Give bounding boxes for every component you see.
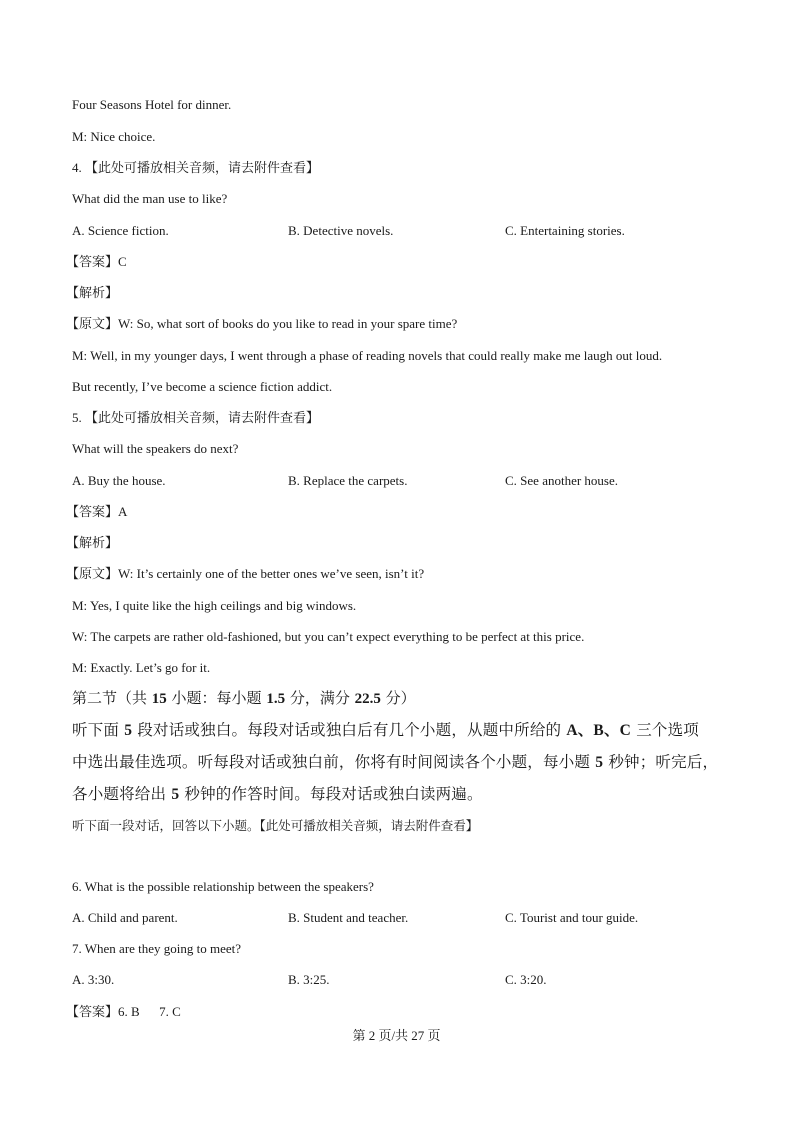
- q7-option-c: C. 3:20.: [505, 972, 547, 987]
- q7-option-b: B. 3:25.: [288, 972, 330, 987]
- question-4-text: What did the man use to like?: [72, 191, 228, 206]
- section-instructions-line: 听下面 5 段对话或独白。每段对话或独白后有几个小题，从题中所给的 A、B、C 三个选项: [72, 721, 700, 739]
- q5-transcript-line: 【原文】W: It’s certainly one of the better ones we’ve seen, isn’t it?: [66, 566, 425, 581]
- q5-transcript-line: M: Yes, I quite like the high ceilings and big windows.: [72, 598, 357, 613]
- dialogue-line: M: Nice choice.: [72, 129, 156, 144]
- q4-option-b: B. Detective novels.: [288, 223, 394, 238]
- audio-note: 听下面一段对话，回答以下小题。【此处可播放相关音频，请去附件查看】: [72, 818, 479, 833]
- q6-option-a: A. Child and parent.: [72, 910, 178, 925]
- section-instructions-line: 中选出最佳选项。听每段对话或独白前，你将有时间阅读各个小题，每小题 5 秒钟；听完后，: [72, 753, 719, 771]
- q4-option-a: A. Science fiction.: [72, 223, 169, 238]
- question-4-heading: 4. 【此处可播放相关音频，请去附件查看】: [72, 160, 320, 175]
- section-instructions-line: 各小题将给出 5 秒钟的作答时间。每段对话或独白读两遍。: [72, 785, 483, 803]
- section-title: 第二节（共 15 小题：每小题 1.5 分，满分 22.5 分）: [72, 689, 416, 707]
- q5-answer: 【答案】A: [66, 504, 128, 519]
- q4-option-c: C. Entertaining stories.: [505, 223, 625, 238]
- q4-analysis-label: 【解析】: [66, 285, 119, 300]
- answers-6-7: 【答案】6. B 7. C: [66, 1004, 181, 1019]
- q5-option-a: A. Buy the house.: [72, 473, 166, 488]
- q4-transcript-line: But recently, I’ve become a science fiction addict.: [72, 379, 333, 394]
- question-5-heading: 5. 【此处可播放相关音频，请去附件查看】: [72, 410, 320, 425]
- q5-analysis-label: 【解析】: [66, 535, 119, 550]
- q4-transcript-line: M: Well, in my younger days, I went through a phase of reading novels that could really make me laugh out loud.: [72, 348, 663, 363]
- q4-answer: 【答案】C: [66, 254, 127, 269]
- question-6-text: 6. What is the possible relationship between the speakers?: [72, 879, 374, 894]
- q5-transcript-line: W: The carpets are rather old-fashioned, but you can’t expect everything to be perfect at this price.: [72, 629, 585, 644]
- q4-transcript-line: 【原文】W: So, what sort of books do you like to read in your spare time?: [66, 316, 458, 331]
- q5-option-c: C. See another house.: [505, 473, 619, 488]
- q6-option-b: B. Student and teacher.: [288, 910, 409, 925]
- question-5-text: What will the speakers do next?: [72, 441, 239, 456]
- dialogue-line: Four Seasons Hotel for dinner.: [72, 97, 232, 112]
- q5-option-b: B. Replace the carpets.: [288, 473, 408, 488]
- q7-option-a: A. 3:30.: [72, 972, 115, 987]
- q6-option-c: C. Tourist and tour guide.: [505, 910, 639, 925]
- page-footer: 第 2 页/共 27 页: [352, 1028, 441, 1043]
- q5-transcript-line: M: Exactly. Let’s go for it.: [72, 660, 211, 675]
- question-7-text: 7. When are they going to meet?: [72, 941, 242, 956]
